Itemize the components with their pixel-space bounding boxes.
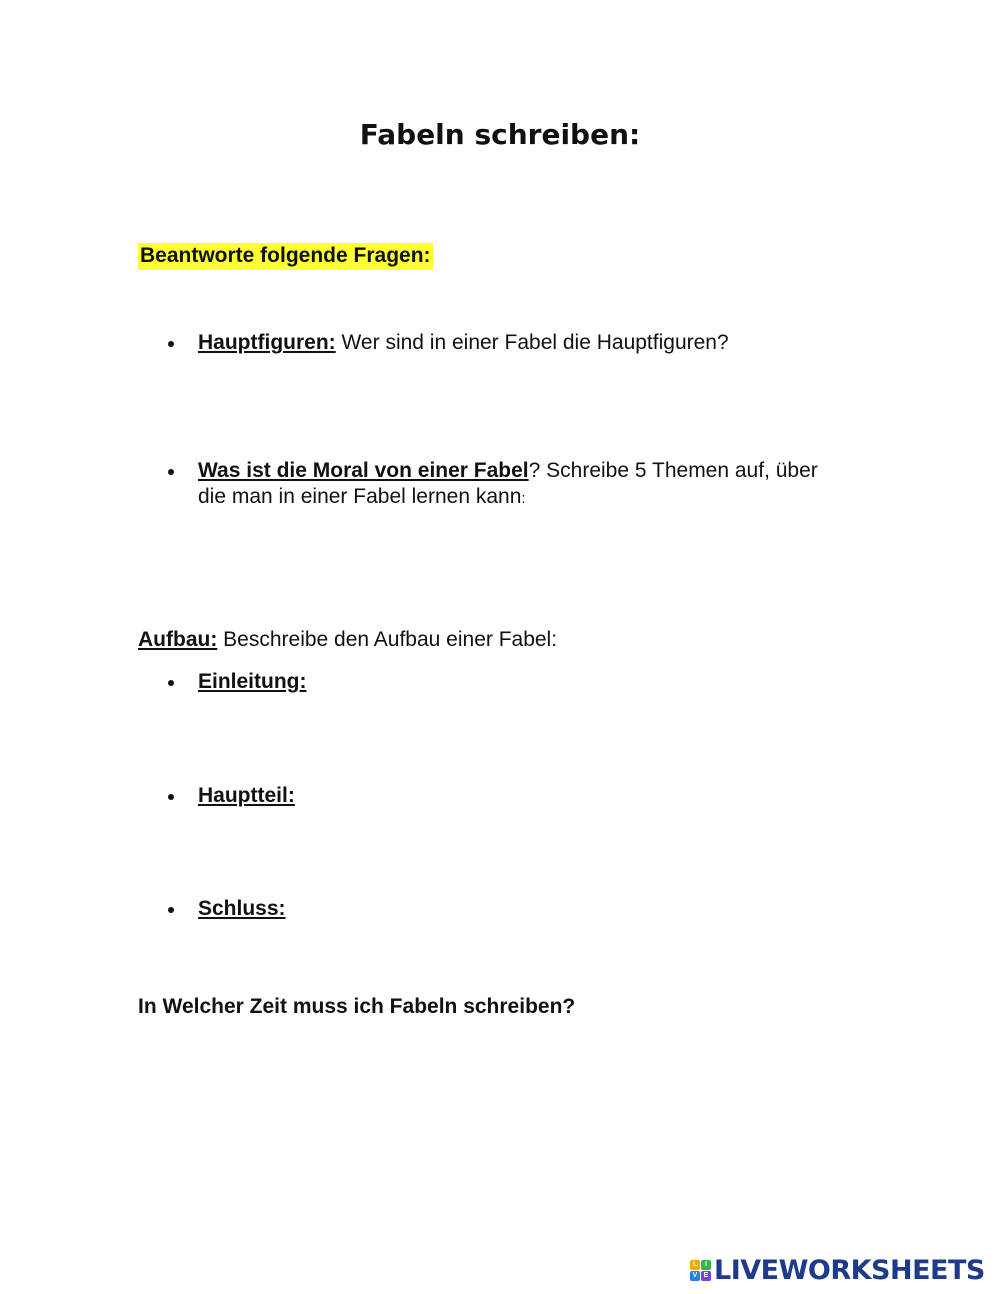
question-main-characters <box>168 330 868 356</box>
logo-icon-cell: E <box>701 1271 711 1281</box>
bullet-icon <box>168 907 174 913</box>
bullet-icon <box>168 794 174 800</box>
logo-icon-cell: L <box>690 1260 700 1270</box>
list-item-einleitung <box>168 669 868 695</box>
bullet-icon <box>168 341 174 347</box>
question-label: Hauptfiguren: <box>198 331 336 354</box>
logo-icon-cell: I <box>701 1260 711 1270</box>
section-heading-questions: Beantworte folgende Fragen: <box>138 243 433 270</box>
list-item-schluss <box>168 896 868 922</box>
aufbau-heading <box>138 627 557 653</box>
list-item-label: Einleitung: <box>198 670 307 693</box>
list-item-label: Schluss: <box>198 897 286 920</box>
page-title: Fabeln schreiben: <box>359 118 641 151</box>
question-suffix: : <box>521 490 526 507</box>
list-item-label: Hauptteil: <box>198 784 295 807</box>
aufbau-text: Beschreibe den Aufbau einer Fabel: <box>217 628 558 651</box>
liveworksheets-logo[interactable] <box>690 1255 985 1285</box>
logo-icon <box>690 1260 711 1281</box>
question-text: ? Schreibe 5 Themen auf, über die man in einer Fabel lernen kann <box>198 459 818 508</box>
bullet-icon <box>168 680 174 686</box>
final-question: In Welcher Zeit muss ich Fabeln schreiben? <box>138 995 576 1018</box>
bullet-icon <box>168 469 174 475</box>
question-text: Wer sind in einer Fabel die Hauptfiguren? <box>335 331 729 354</box>
aufbau-label: Aufbau: <box>138 628 218 651</box>
list-item-hauptteil <box>168 783 868 809</box>
question-moral <box>168 458 828 512</box>
logo-icon-cell: V <box>690 1271 700 1281</box>
question-label: Was ist die Moral von einer Fabel <box>198 459 529 482</box>
logo-text: LIVEWORKSHEETS <box>714 1254 985 1286</box>
